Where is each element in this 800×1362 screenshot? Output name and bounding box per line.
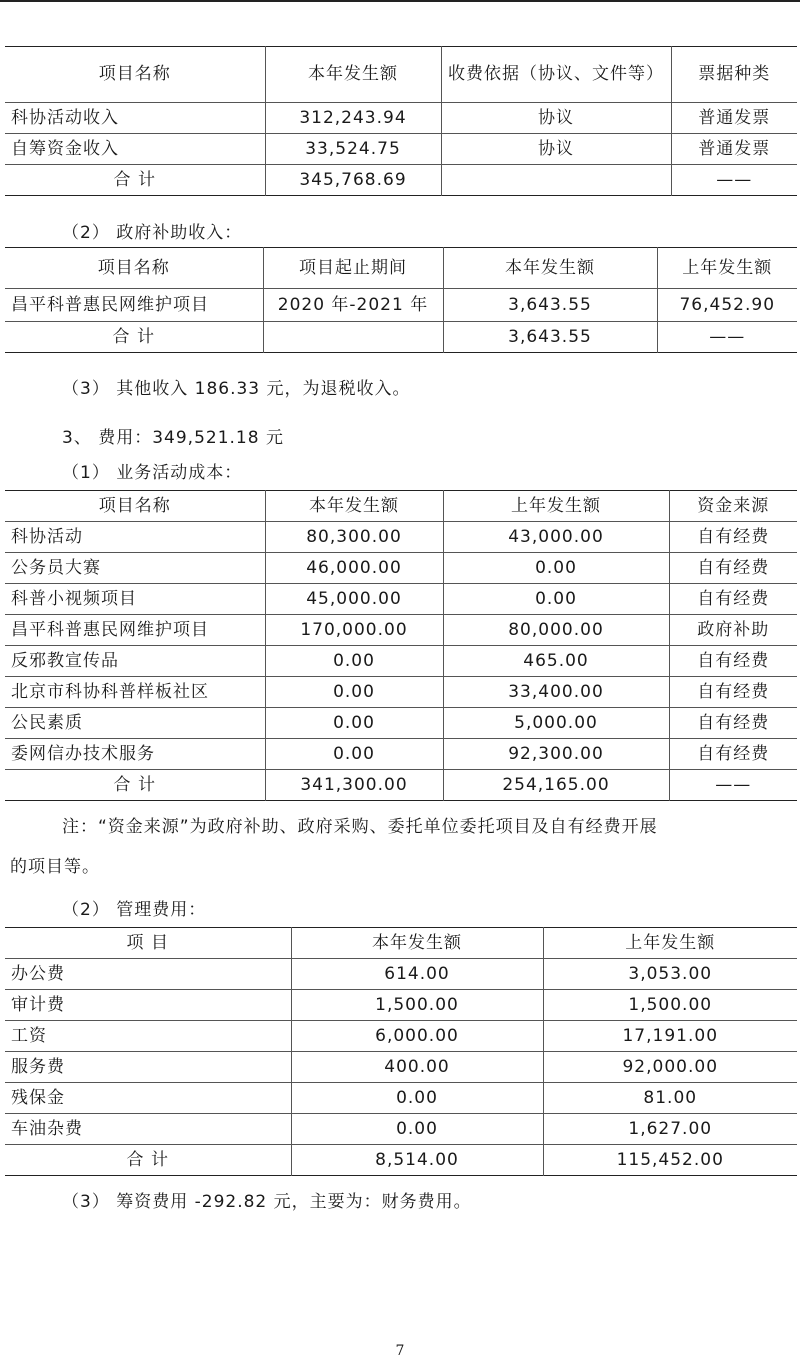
header-cell: 项目名称 (97, 257, 170, 278)
cell: 400.00 (291, 1052, 543, 1083)
table-row (5, 1021, 797, 1052)
table-row (5, 103, 797, 134)
table-row (5, 708, 797, 739)
cell: 办公费 (5, 959, 291, 990)
cell: 92,000.00 (543, 1052, 797, 1083)
cell: 92,300.00 (443, 739, 669, 770)
cell: 昌平科普惠民网维护项目 (5, 289, 263, 322)
table-row (5, 615, 797, 646)
cell: 服务费 (5, 1052, 291, 1083)
table-row (5, 289, 797, 322)
cell: 1,500.00 (543, 990, 797, 1021)
cell: 普通发票 (671, 134, 797, 165)
cell: 合 计 (5, 1145, 291, 1176)
table-header-row (5, 928, 797, 959)
cell: 科协活动收入 (5, 103, 265, 134)
cell: 170,000.00 (265, 615, 443, 646)
table-row (5, 990, 797, 1021)
cell: 43,000.00 (443, 522, 669, 553)
page-number: 7 (395, 1343, 405, 1359)
cell: 0.00 (291, 1083, 543, 1114)
top-rule (0, 0, 800, 2)
table-row (5, 677, 797, 708)
cell: 0.00 (291, 1114, 543, 1145)
cell: 1,500.00 (291, 990, 543, 1021)
cell: 0.00 (265, 739, 443, 770)
table-row (5, 584, 797, 615)
header-cell: 项 目 (126, 932, 169, 953)
cell: 委网信办技术服务 (5, 739, 265, 770)
table-row (5, 1083, 797, 1114)
cell (441, 165, 671, 196)
income-table (5, 46, 797, 196)
cell (263, 322, 443, 353)
cell: 残保金 (5, 1083, 291, 1114)
cell: 33,400.00 (443, 677, 669, 708)
management-cost-table (5, 927, 797, 1176)
cell: 1,627.00 (543, 1114, 797, 1145)
table-row (5, 646, 797, 677)
cell: 614.00 (291, 959, 543, 990)
header-cell: 项目起止期间 (263, 248, 443, 289)
cell: 76,452.90 (657, 289, 797, 322)
cell: 合 计 (5, 322, 263, 353)
cell: 昌平科普惠民网维护项目 (5, 615, 265, 646)
cell: 0.00 (265, 708, 443, 739)
cell: 0.00 (265, 646, 443, 677)
cell: 80,300.00 (265, 522, 443, 553)
cell: 科协活动 (5, 522, 265, 553)
table-total-row (5, 322, 797, 353)
cell: 政府补助 (669, 615, 797, 646)
cell: 自有经费 (669, 584, 797, 615)
cell: 341,300.00 (265, 770, 443, 801)
cell: 8,514.00 (291, 1145, 543, 1176)
table-row (5, 739, 797, 770)
header-cell: 本年发生额 (265, 47, 441, 103)
header-cell: 本年发生额 (291, 928, 543, 959)
header-cell: 收费依据（协议、文件等） (441, 47, 671, 103)
other-income-paragraph: （3） 其他收入 186.33 元，为退税收入。 (62, 379, 411, 399)
cell: 33,524.75 (265, 134, 441, 165)
cell: —— (671, 165, 797, 196)
note-line: 注：“资金来源”为政府补助、政府采购、委托单位委托项目及自有经费开展 (62, 817, 658, 837)
cell: 0.00 (265, 677, 443, 708)
business-cost-table (5, 490, 797, 801)
section-heading: （2） 政府补助收入： (62, 223, 243, 243)
header-cell: 项目名称 (98, 64, 171, 84)
cell: 合 计 (5, 770, 265, 801)
header-cell: 票据种类 (671, 47, 797, 103)
cell: 公务员大赛 (5, 553, 265, 584)
cell: 465.00 (443, 646, 669, 677)
table-row (5, 959, 797, 990)
cell: 工资 (5, 1021, 291, 1052)
header-cell: 上年发生额 (443, 491, 669, 522)
header-cell: 上年发生额 (657, 248, 797, 289)
cell: 345,768.69 (265, 165, 441, 196)
cell: 协议 (441, 134, 671, 165)
cell: 协议 (441, 103, 671, 134)
cell: 2020 年-2021 年 (263, 289, 443, 322)
cell: 115,452.00 (543, 1145, 797, 1176)
table-row (5, 1052, 797, 1083)
cell: 自筹资金收入 (5, 134, 265, 165)
cell: 3,643.55 (443, 289, 657, 322)
cell: 北京市科协科普样板社区 (5, 677, 265, 708)
cell: 自有经费 (669, 739, 797, 770)
cell: 6,000.00 (291, 1021, 543, 1052)
cell: —— (657, 322, 797, 353)
header-cell: 项目名称 (98, 495, 171, 516)
table-row (5, 134, 797, 165)
table-header-row (5, 491, 797, 522)
table-total-row (5, 165, 797, 196)
cell: 0.00 (443, 553, 669, 584)
cell: 0.00 (443, 584, 669, 615)
header-cell: 本年发生额 (443, 248, 657, 289)
section-heading: （2） 管理费用： (62, 900, 207, 920)
cell: 3,053.00 (543, 959, 797, 990)
section-heading: （1） 业务活动成本： (62, 463, 243, 483)
cell: 科普小视频项目 (5, 584, 265, 615)
cell: 审计费 (5, 990, 291, 1021)
cell: 5,000.00 (443, 708, 669, 739)
cell: —— (669, 770, 797, 801)
cell: 自有经费 (669, 646, 797, 677)
table-header-row (5, 248, 797, 289)
header-cell: 上年发生额 (543, 928, 797, 959)
header-cell: 资金来源 (669, 491, 797, 522)
cell: 合 计 (5, 165, 265, 196)
header-cell: 本年发生额 (265, 491, 443, 522)
cell: 17,191.00 (543, 1021, 797, 1052)
cell: 自有经费 (669, 677, 797, 708)
cell: 46,000.00 (265, 553, 443, 584)
table-row (5, 553, 797, 584)
table-row (5, 1114, 797, 1145)
cell: 81.00 (543, 1083, 797, 1114)
cell: 312,243.94 (265, 103, 441, 134)
table-header-row (5, 47, 797, 103)
table-row (5, 522, 797, 553)
financing-paragraph: （3） 筹资费用 -292.82 元，主要为：财务费用。 (62, 1192, 472, 1212)
cell: 自有经费 (669, 522, 797, 553)
cell: 45,000.00 (265, 584, 443, 615)
cell: 80,000.00 (443, 615, 669, 646)
gov-subsidy-table (5, 247, 797, 353)
cell: 254,165.00 (443, 770, 669, 801)
expense-paragraph: 3、 费用：349,521.18 元 (62, 428, 284, 448)
cell: 自有经费 (669, 553, 797, 584)
cell: 公民素质 (5, 708, 265, 739)
cell: 自有经费 (669, 708, 797, 739)
note-line: 的项目等。 (10, 857, 100, 877)
cell: 反邪教宣传品 (5, 646, 265, 677)
cell: 3,643.55 (443, 322, 657, 353)
cell: 车油杂费 (5, 1114, 291, 1145)
table-total-row (5, 770, 797, 801)
table-total-row (5, 1145, 797, 1176)
cell: 普通发票 (671, 103, 797, 134)
